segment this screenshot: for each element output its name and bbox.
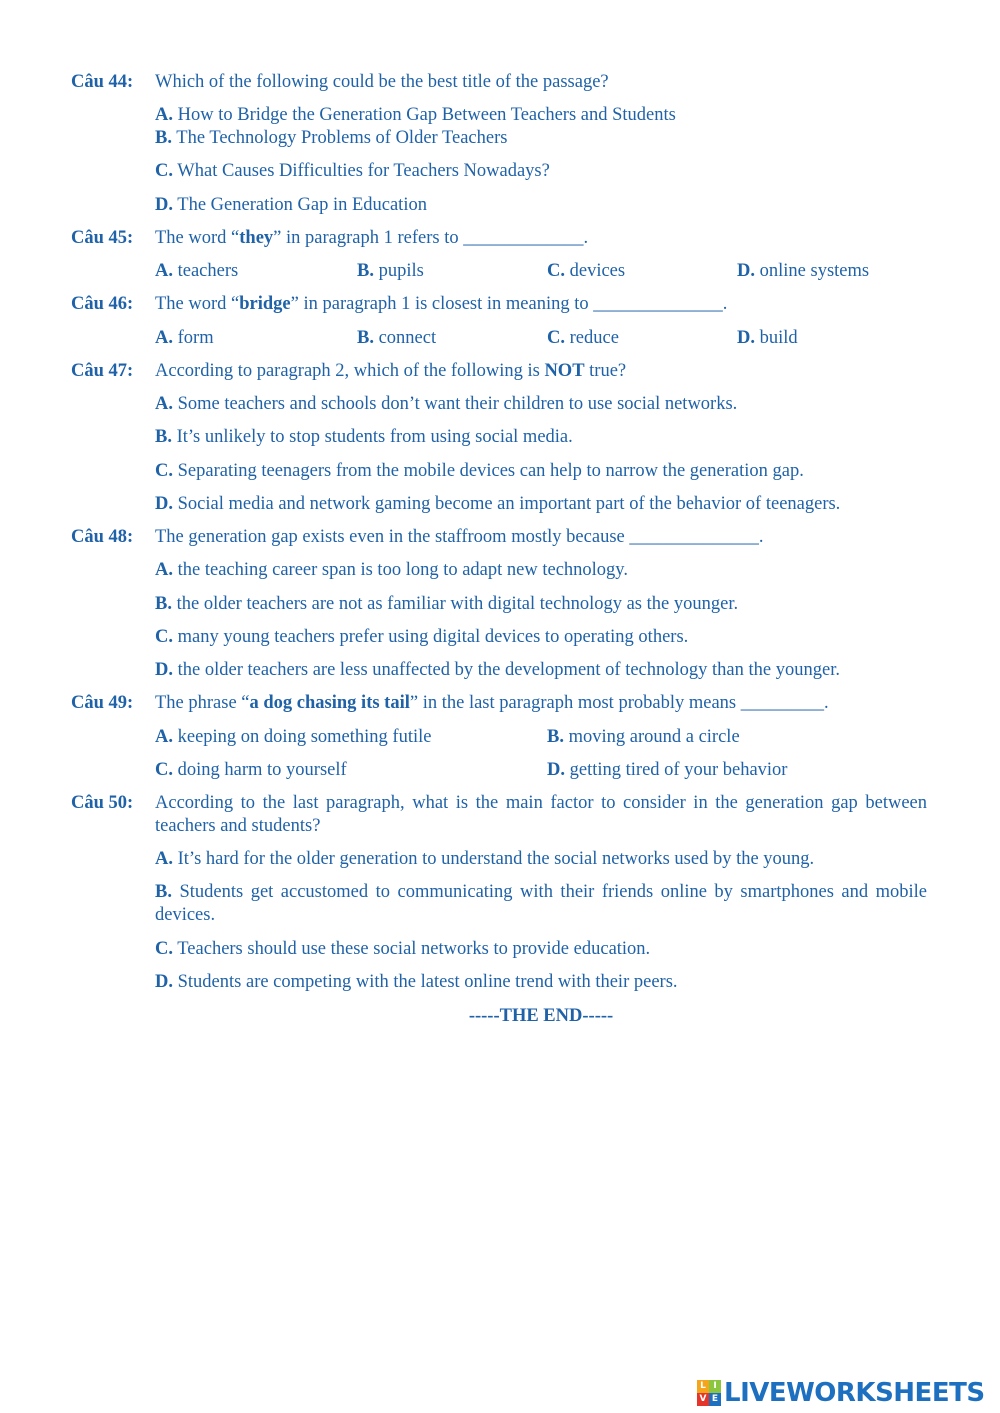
question-text: The word “they” in paragraph 1 refers to _____________. [155,228,589,248]
question-text: According to paragraph 2, which of the following is NOT true? [155,361,627,381]
option-a[interactable]: A. form [155,328,214,348]
option-a[interactable]: A. teachers [155,261,239,281]
liveworksheets-logo-icon: L I V E [697,1380,721,1406]
question-number: Câu 49: [71,693,134,713]
option-b[interactable]: B. The Technology Problems of Older Teachers [155,128,508,148]
option-c[interactable]: C. Teachers should use these social networks to provide education. [155,939,651,959]
option-c[interactable]: C. devices [547,261,626,281]
question-50 [71,792,931,838]
option-c[interactable]: C. doing harm to yourself [155,760,347,780]
option-b[interactable]: B. pupils [357,261,424,281]
question-text: The generation gap exists even in the staffroom mostly because ______________. [155,527,764,547]
question-number: Câu 50: [71,793,134,813]
question-number: Câu 47: [71,361,134,381]
end-marker: -----THE END----- [468,1006,614,1026]
question-text: According to the last paragraph, what is the main factor to consider in the generation gap between teachers and students? [155,793,927,836]
option-b[interactable]: B. the older teachers are not as familiar with digital technology as the younger. [155,594,739,614]
option-d[interactable]: D. the older teachers are less unaffected by the development of technology than the younger. [155,660,840,680]
option-d[interactable]: D. The Generation Gap in Education [155,195,427,215]
question-number: Câu 48: [71,527,134,547]
option-c[interactable]: C. reduce [547,328,619,348]
question-text: Which of the following could be the best title of the passage? [155,72,609,92]
option-b[interactable]: B. Students get accustomed to communicating with their friends online by smartphones and mobile devices. [155,882,928,925]
option-d[interactable]: D. getting tired of your behavior [547,760,788,780]
option-c[interactable]: C. What Causes Difficulties for Teachers Nowadays? [155,161,550,181]
option-b[interactable]: B. It’s unlikely to stop students from using social media. [155,427,573,447]
option-d[interactable]: D. Social media and network gaming become an important part of the behavior of teenagers. [155,494,841,514]
option-d[interactable]: D. online systems [737,261,870,281]
option-d[interactable]: D. Students are competing with the latest online trend with their peers. [155,972,678,992]
option-a[interactable]: A. the teaching career span is too long to adapt new technology. [155,560,628,580]
brand-name: LIVEWORKSHEETS [724,1378,985,1408]
question-text: The word “bridge” in paragraph 1 is closest in meaning to ______________. [155,294,728,314]
option-a[interactable]: A. How to Bridge the Generation Gap Between Teachers and Students [155,105,676,125]
option-c[interactable]: C. many young teachers prefer using digital devices to operating others. [155,627,689,647]
liveworksheets-logo[interactable] [697,1379,985,1407]
question-number: Câu 45: [71,228,134,248]
option-a[interactable]: A. keeping on doing something futile [155,727,432,747]
question-number: Câu 44: [71,72,134,92]
option-a[interactable]: A. It’s hard for the older generation to understand the social networks used by the young. [155,849,815,869]
option-a[interactable]: A. Some teachers and schools don’t want their children to use social networks. [155,394,738,414]
option-c[interactable]: C. Separating teenagers from the mobile devices can help to narrow the generation gap. [155,461,804,481]
option-b[interactable]: B. moving around a circle [547,727,740,747]
option-b[interactable]: B. connect [357,328,437,348]
option-d[interactable]: D. build [737,328,798,348]
question-text: The phrase “a dog chasing its tail” in the last paragraph most probably means _________. [155,693,829,713]
question-number: Câu 46: [71,294,134,314]
